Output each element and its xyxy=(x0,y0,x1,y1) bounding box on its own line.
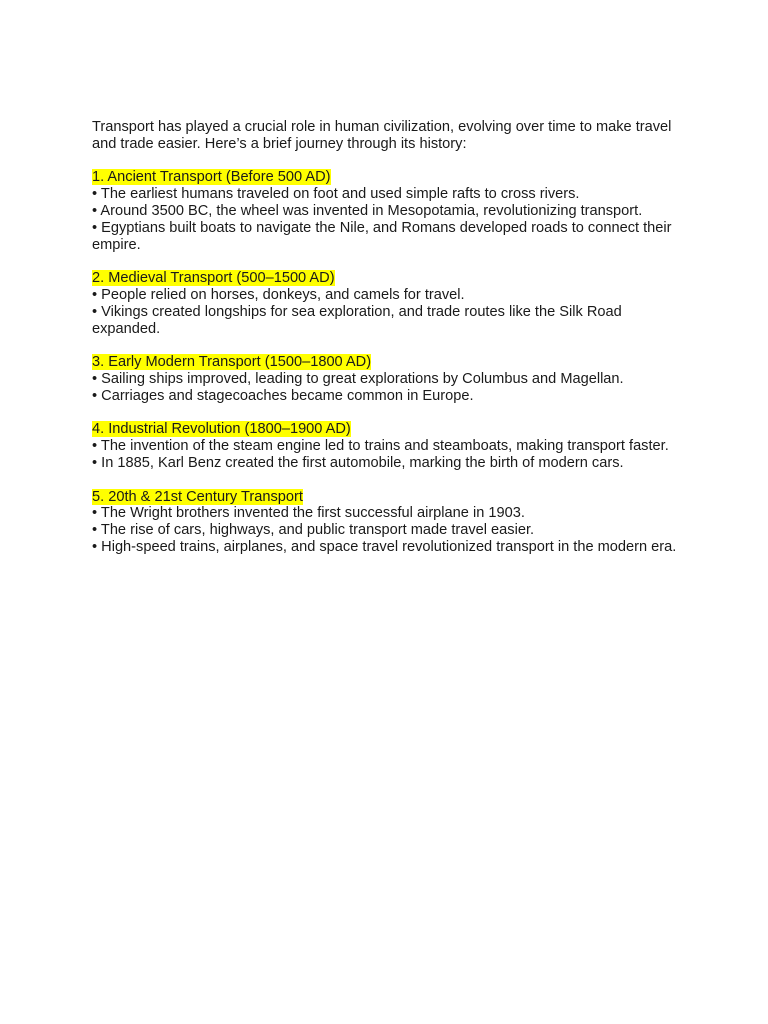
section-medieval-transport xyxy=(92,270,684,337)
bullet-item: • Around 3500 BC, the wheel was invented in Mesopotamia, revolutionizing transport. xyxy=(92,202,643,219)
bullet-item: • Carriages and stagecoaches became common in Europe. xyxy=(92,387,474,404)
bullet-item: • The earliest humans traveled on foot and used simple rafts to cross rivers. xyxy=(92,186,580,203)
bullet-item: • In 1885, Karl Benz created the first automobile, marking the birth of modern cars. xyxy=(92,454,624,471)
highlighted-heading-text: 5. 20th & 21st Century Transport xyxy=(92,488,303,505)
section-ancient-transport xyxy=(92,169,684,253)
bullet-item: • High-speed trains, airplanes, and space travel revolutionized transport in the modern era. xyxy=(92,538,677,555)
section-industrial-revolution xyxy=(92,421,684,471)
section-heading xyxy=(92,169,684,186)
bullet-item: • Sailing ships improved, leading to great explorations by Columbus and Magellan. xyxy=(92,370,624,387)
section-modern-transport xyxy=(92,489,684,556)
bullet-item: • People relied on horses, donkeys, and camels for travel. xyxy=(92,286,465,303)
highlighted-heading-text: 3. Early Modern Transport (1500–1800 AD) xyxy=(92,354,372,371)
bullet-item: • The invention of the steam engine led to trains and steamboats, making transport faster. xyxy=(92,438,669,455)
highlighted-heading-text: 1. Ancient Transport (Before 500 AD) xyxy=(92,169,331,186)
section-heading xyxy=(92,354,684,371)
section-heading xyxy=(92,270,684,287)
highlighted-heading-text: 2. Medieval Transport (500–1500 AD) xyxy=(92,270,335,287)
section-early-modern-transport xyxy=(92,354,684,404)
section-heading xyxy=(92,421,684,438)
highlighted-heading-text: 4. Industrial Revolution (1800–1900 AD) xyxy=(92,421,351,438)
bullet-item: • The rise of cars, highways, and public transport made travel easier. xyxy=(92,522,535,539)
bullet-item: • Vikings created longships for sea exploration, and trade routes like the Silk Road expanded. xyxy=(92,303,622,337)
section-heading xyxy=(92,489,684,506)
bullet-item: • The Wright brothers invented the first successful airplane in 1903. xyxy=(92,505,525,522)
document-page xyxy=(92,119,684,573)
bullet-item: • Egyptians built boats to navigate the Nile, and Romans developed roads to connect their empire. xyxy=(92,219,672,253)
intro-paragraph: Transport has played a crucial role in human civilization, evolving over time to make travel and trade easier. Here’s a brief journey through its history: xyxy=(92,119,672,152)
